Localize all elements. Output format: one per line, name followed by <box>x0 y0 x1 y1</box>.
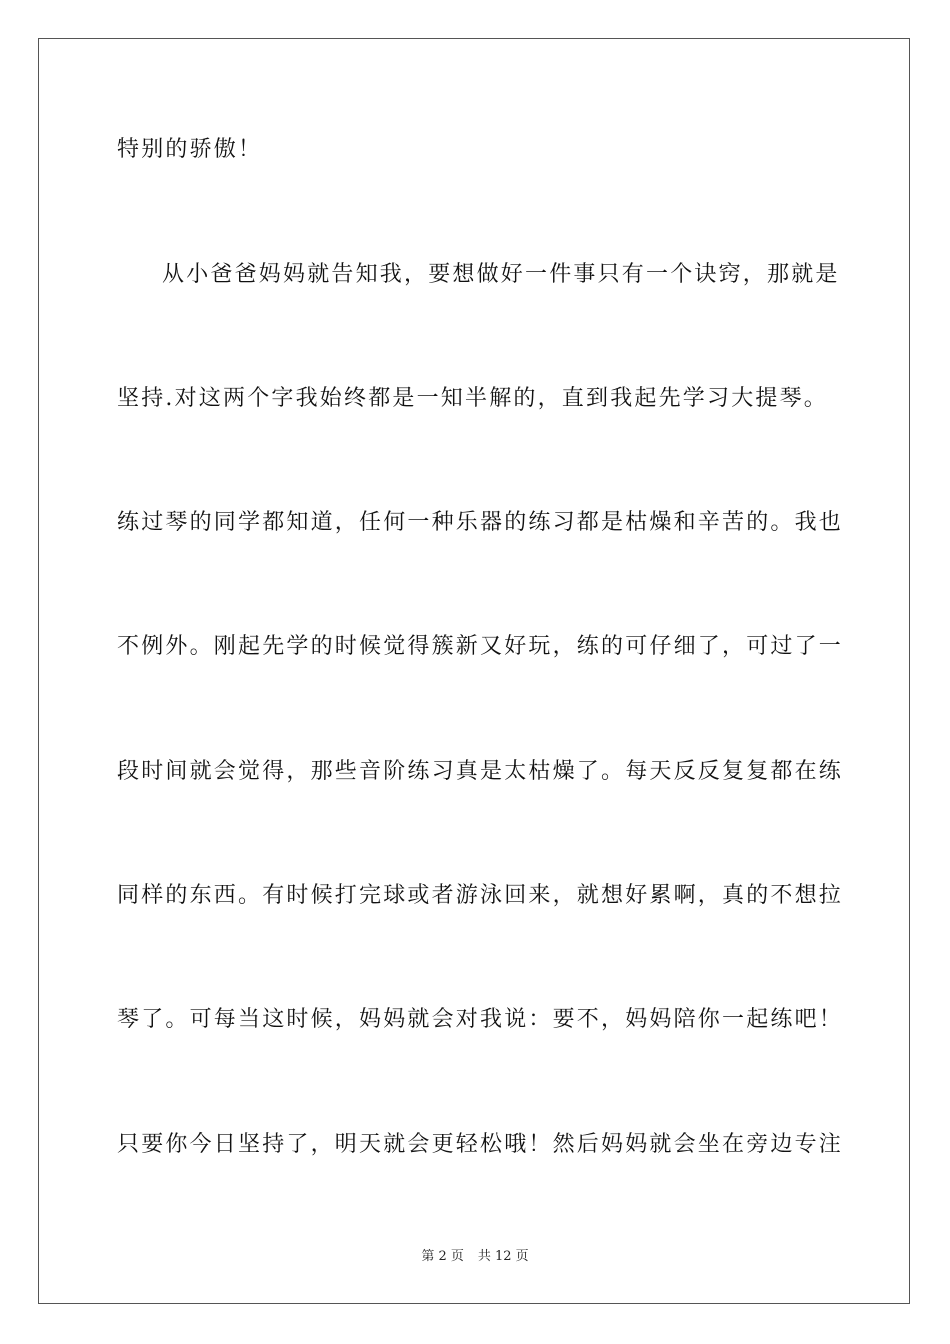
text-line-3: 坚持.对这两个字我始终都是一知半解的，直到我起先学习大提琴。 <box>117 386 828 411</box>
text-line-2: 从小爸爸妈妈就告知我，要想做好一件事只有一个诀窍，那就是 <box>162 262 840 287</box>
text-line-6: 段时间就会觉得，那些音阶练习真是太枯燥了。每天反反复复都在练 <box>117 759 844 784</box>
page-frame <box>38 38 910 1304</box>
text-line-5: 不例外。刚起先学的时候觉得簇新又好玩，练的可仔细了，可过了一 <box>117 634 844 659</box>
page-footer <box>0 1248 950 1266</box>
text-line-7: 同样的东西。有时候打完球或者游泳回来，就想好累啊，真的不想拉 <box>117 883 844 908</box>
text-line-1: 特别的骄傲！ <box>117 137 263 162</box>
text-line-8: 琴了。可每当这时候，妈妈就会对我说：要不，妈妈陪你一起练吧！ <box>117 1007 844 1032</box>
page-number: 第 2 页 <box>421 1249 464 1264</box>
text-line-9: 只要你今日坚持了，明天就会更轻松哦！然后妈妈就会坐在旁边专注 <box>117 1132 844 1157</box>
page-total: 共 12 页 <box>477 1249 529 1264</box>
text-line-4: 练过琴的同学都知道，任何一种乐器的练习都是枯燥和辛苦的。我也 <box>117 510 844 535</box>
